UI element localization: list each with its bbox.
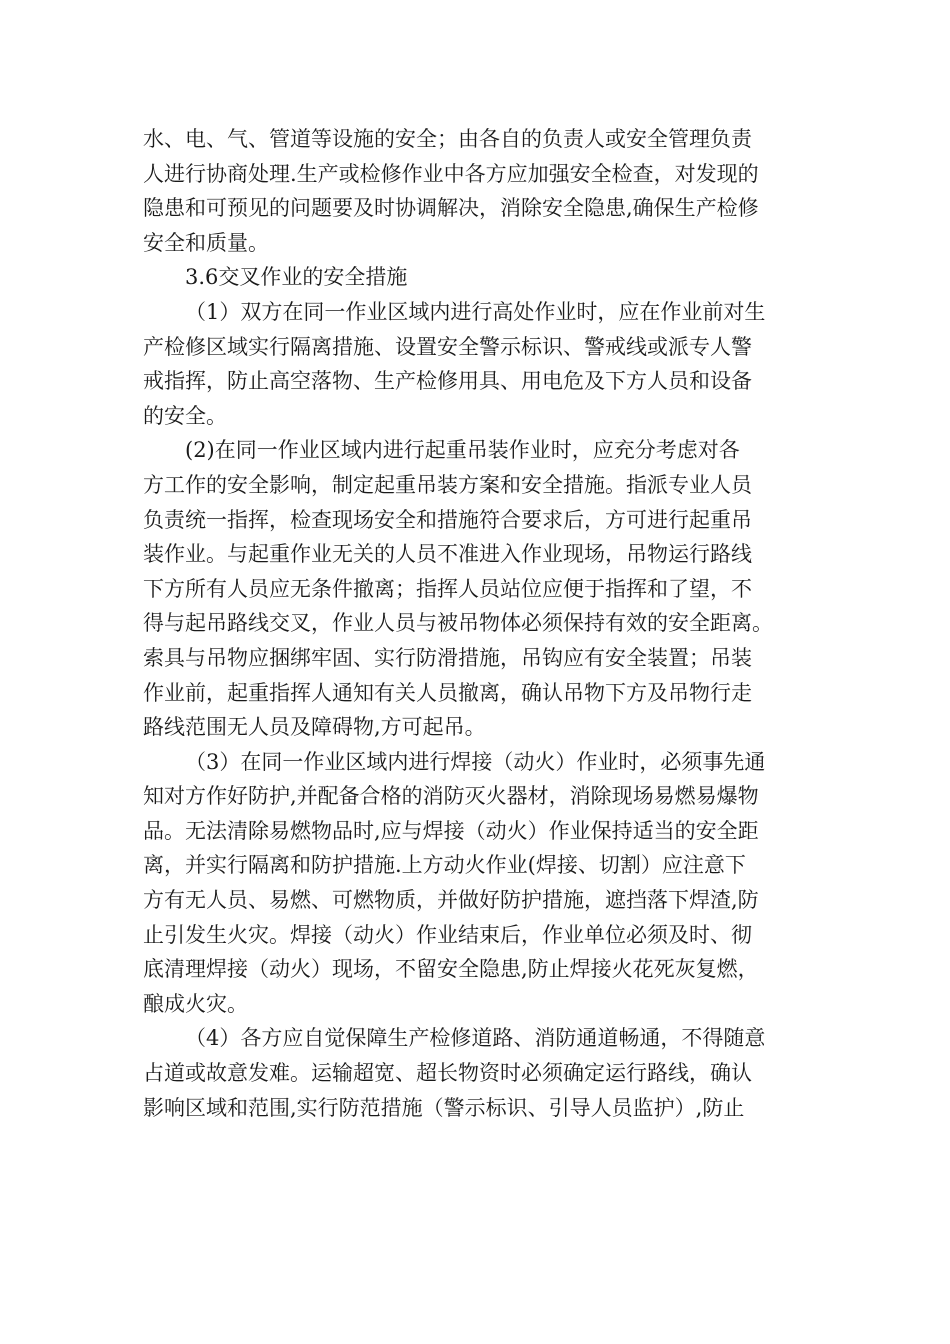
paragraph-item-1: [143, 295, 808, 433]
text-line: 品。无法清除易燃物品时,应与焊接（动火）作业保持适当的安全距: [143, 818, 759, 843]
section-heading: [143, 260, 808, 295]
text-line: (2)在同一作业区域内进行起重吊装作业时，应充分考虑对各: [185, 438, 740, 463]
text-line: 作业前，起重指挥人通知有关人员撤离，确认吊物下方及吊物行走: [143, 680, 752, 705]
text-line: 隐患和可预见的问题要及时协调解决，消除安全隐患,确保生产检修: [143, 196, 759, 221]
text-line: 止引发生火灾。焊接（动火）作业结束后，作业单位必须及时、彻: [143, 922, 752, 947]
text-line: （1）双方在同一作业区域内进行高处作业时，应在作业前对生: [185, 299, 766, 324]
text-line: 水、电、气、管道等设施的安全；由各自的负责人或安全管理负责: [143, 127, 752, 151]
text-line: 的安全。: [143, 403, 227, 428]
document-page: [143, 122, 808, 1125]
text-line: （4）各方应自觉保障生产检修道路、消防通道畅通，不得随意: [185, 1026, 766, 1051]
text-line: 索具与吊物应捆绑牢固、实行防滑措施，吊钩应有安全装置；吊装: [143, 645, 752, 670]
text-line: 下方所有人员应无条件撤离；指挥人员站位应便于指挥和了望，不: [143, 576, 752, 601]
text-line: 酿成火灾。: [143, 991, 248, 1016]
text-line: 人进行协商处理.生产或检修作业中各方应加强安全检查，对发现的: [143, 161, 759, 186]
text-line: 装作业。与起重作业无关的人员不准进入作业现场，吊物运行路线: [143, 542, 752, 567]
text-line: 底清理焊接（动火）现场，不留安全隐患,防止焊接火花死灰复燃，: [143, 957, 759, 982]
text-line: 方有无人员、易燃、可燃物质，并做好防护措施，遮挡落下焊渣,防: [143, 888, 759, 913]
text-line: 戒指挥，防止高空落物、生产检修用具、用电危及下方人员和设备: [143, 369, 752, 394]
text-line: 产检修区域实行隔离措施、设置安全警示标识、警戒线或派专人警: [143, 334, 752, 359]
paragraph-item-3: [143, 745, 808, 1022]
text-line: 安全和质量。: [143, 230, 269, 255]
section-heading-text: 3.6交叉作业的安全措施: [185, 265, 408, 290]
text-line: 知对方作好防护,并配备合格的消防灭火器材，消除现场易燃易爆物: [143, 784, 759, 809]
text-line: （3）在同一作业区域内进行焊接（动火）作业时，必须事先通: [185, 749, 766, 774]
text-line: 影响区域和范围,实行防范措施（警示标识、引导人员监护）,防止: [143, 1095, 745, 1120]
text-line: 占道或故意发难。运输超宽、超长物资时必须确定运行路线，确认: [143, 1061, 752, 1086]
text-line: 方工作的安全影响，制定起重吊装方案和安全措施。指派专业人员: [143, 472, 752, 497]
paragraph-item-2: [143, 433, 808, 744]
paragraph-item-4: [143, 1021, 808, 1125]
text-line: 得与起吊路线交叉，作业人员与被吊物体必须保持有效的安全距离。: [143, 611, 773, 636]
text-line: 离，并实行隔离和防护措施.上方动火作业(焊接、切割）应注意下: [143, 853, 746, 878]
text-line: 路线范围无人员及障碍物,方可起吊。: [143, 715, 486, 740]
text-line: 负责统一指挥，检查现场安全和措施符合要求后，方可进行起重吊: [143, 507, 752, 532]
paragraph-continuation: [143, 122, 808, 260]
